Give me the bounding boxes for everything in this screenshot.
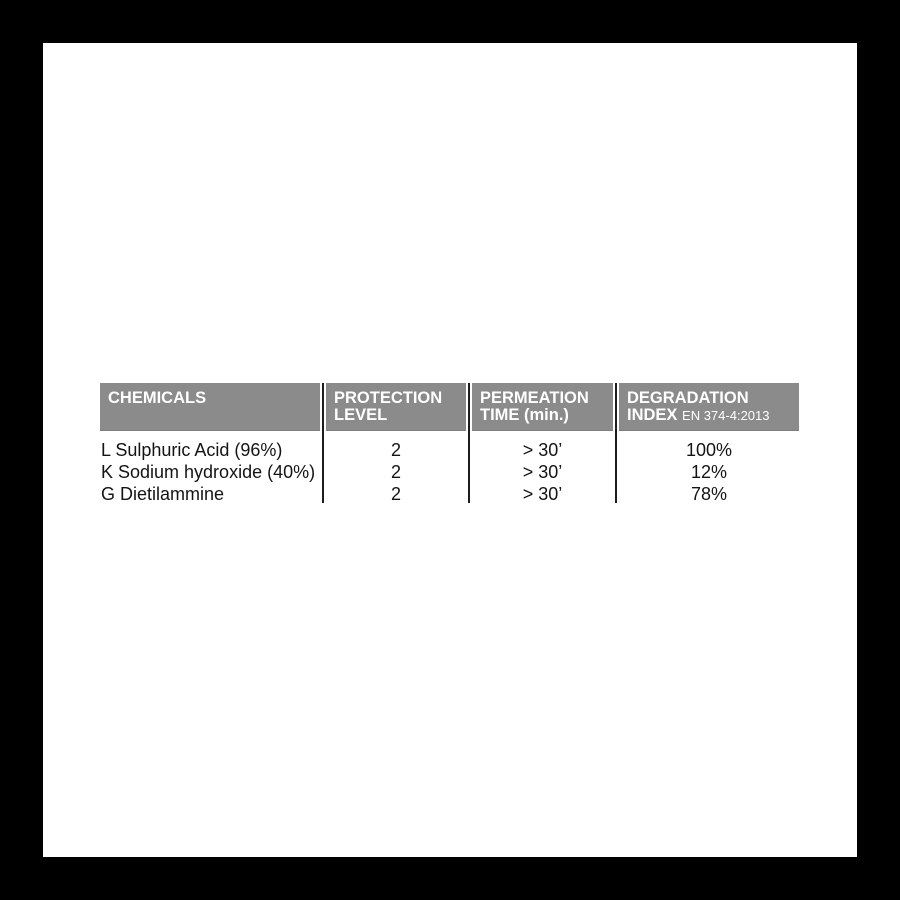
standard-reference: EN 374-4:2013	[682, 408, 770, 423]
document-canvas	[43, 43, 857, 857]
cell-permeation-time: > 30’	[522, 461, 563, 482]
header-label-permeation-line2: TIME (min.)	[480, 406, 569, 424]
header-label-protection-line2: LEVEL	[334, 406, 388, 424]
header-cell-protection-level	[326, 383, 466, 431]
cell-chemical: K Sodium hydroxide (40%)	[101, 461, 316, 482]
header-cell-degradation-index	[619, 383, 799, 431]
table-header-row	[100, 383, 799, 431]
header-cell-permeation-time	[472, 383, 613, 431]
cell-degradation-index: 78%	[690, 483, 728, 504]
cell-protection-level: 2	[390, 461, 401, 482]
table-body	[100, 439, 799, 505]
table-row	[100, 483, 799, 505]
header-label-degradation-line1: DEGRADATION	[627, 389, 749, 407]
cell-protection-level: 2	[390, 439, 401, 460]
header-label-protection-line1: PROTECTION	[334, 389, 443, 407]
header-cell-chemicals	[100, 383, 320, 431]
cell-degradation-index: 100%	[685, 439, 733, 460]
header-label-permeation-line1: PERMEATION	[480, 389, 589, 407]
header-label-chemicals: CHEMICALS	[108, 389, 207, 407]
header-label-degradation-line2	[627, 407, 795, 424]
cell-protection-level: 2	[390, 483, 401, 504]
cell-permeation-time: > 30’	[522, 439, 563, 460]
cell-chemical: G Dietilammine	[101, 483, 225, 504]
chemical-resistance-table	[100, 383, 799, 505]
header-label-index: INDEX	[627, 406, 678, 424]
table-row	[100, 461, 799, 483]
cell-chemical: L Sulphuric Acid (96%)	[101, 439, 283, 460]
cell-degradation-index: 12%	[690, 461, 728, 482]
table-row	[100, 439, 799, 461]
cell-permeation-time: > 30’	[522, 483, 563, 504]
